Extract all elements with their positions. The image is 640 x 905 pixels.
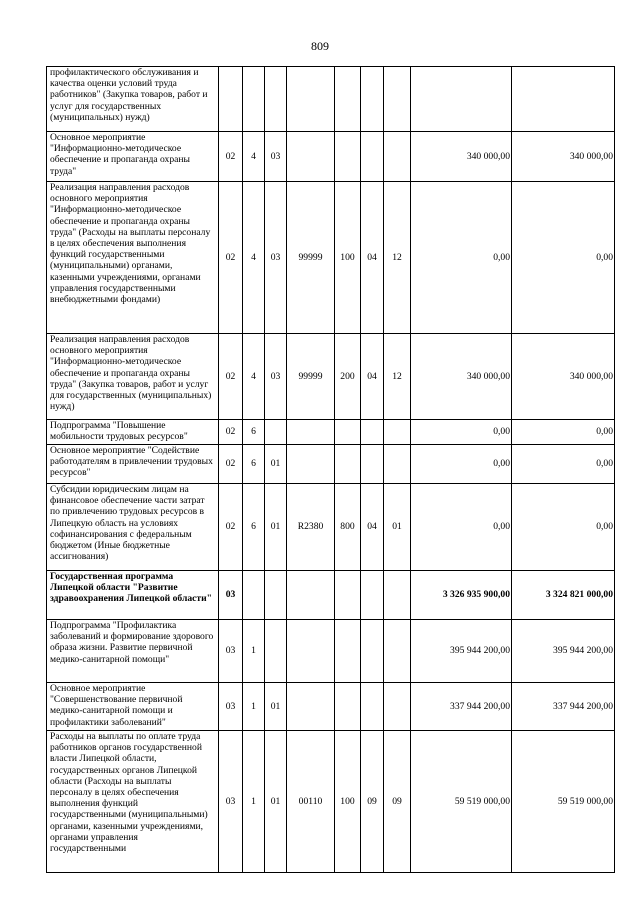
row-name-cell: Субсидии юридическим лицам на финансовое обеспечение части затрат по привлечению трудовых ресурсов в Липецкую область на условиях софинансирования с федеральным бюджетом (Иные бюджетные ассигнования): [47, 484, 219, 571]
expense-type-cell: 800: [335, 484, 361, 571]
table-row: [47, 731, 615, 873]
direction-code-cell: [287, 571, 335, 620]
subprogram-code-cell: 1: [243, 683, 265, 731]
direction-code-cell: [287, 67, 335, 132]
subsection-cell: [384, 620, 411, 683]
direction-code-cell: [287, 620, 335, 683]
subprogram-code-cell: 4: [243, 132, 265, 182]
activity-code-cell: 01: [265, 683, 287, 731]
program-code-cell: 03: [219, 731, 243, 873]
section-cell: [361, 683, 384, 731]
amount-year1-cell: 0,00: [411, 420, 512, 445]
table-row: [47, 571, 615, 620]
table-row: [47, 683, 615, 731]
activity-code-cell: [265, 67, 287, 132]
section-cell: [361, 67, 384, 132]
subprogram-code-cell: 4: [243, 334, 265, 420]
program-code-cell: 03: [219, 620, 243, 683]
program-code-cell: 03: [219, 571, 243, 620]
amount-year2-cell: 3 324 821 000,00: [512, 571, 615, 620]
amount-year2-cell: 340 000,00: [512, 334, 615, 420]
activity-code-cell: [265, 420, 287, 445]
row-name-cell: Расходы на выплаты по оплате труда работников органов государственной власти Липецкой области, государственных органов Липецкой области (Расходы на выплаты персоналу в целях обеспечения выполнения функций государственными (муниципальными) органами, казенными учреждениями, органами управления государственными: [47, 731, 219, 873]
row-name-cell: Основное мероприятие "Совершенствование первичной медико-санитарной помощи и профилактики заболеваний": [47, 683, 219, 731]
activity-code-cell: 03: [265, 132, 287, 182]
amount-year2-cell: 337 944 200,00: [512, 683, 615, 731]
expense-type-cell: [335, 571, 361, 620]
section-cell: [361, 571, 384, 620]
direction-code-cell: 00110: [287, 731, 335, 873]
row-name-cell: Государственная программа Липецкой области "Развитие здравоохранения Липецкой области": [47, 571, 219, 620]
section-cell: 09: [361, 731, 384, 873]
table-row: [47, 132, 615, 182]
amount-year2-cell: 59 519 000,00: [512, 731, 615, 873]
amount-year1-cell: 0,00: [411, 484, 512, 571]
activity-code-cell: 01: [265, 484, 287, 571]
page-number: 809: [311, 39, 329, 53]
program-code-cell: 02: [219, 445, 243, 484]
budget-table: [46, 66, 615, 873]
amount-year2-cell: 0,00: [512, 182, 615, 334]
amount-year1-cell: 3 326 935 900,00: [411, 571, 512, 620]
subprogram-code-cell: 4: [243, 182, 265, 334]
program-code-cell: 02: [219, 484, 243, 571]
amount-year2-cell: 0,00: [512, 445, 615, 484]
table-row: [47, 484, 615, 571]
amount-year1-cell: 340 000,00: [411, 334, 512, 420]
direction-code-cell: [287, 445, 335, 484]
subsection-cell: 12: [384, 334, 411, 420]
amount-year1-cell: 337 944 200,00: [411, 683, 512, 731]
amount-year2-cell: 0,00: [512, 420, 615, 445]
amount-year1-cell: 395 944 200,00: [411, 620, 512, 683]
program-code-cell: 02: [219, 334, 243, 420]
program-code-cell: 02: [219, 420, 243, 445]
activity-code-cell: [265, 620, 287, 683]
direction-code-cell: [287, 420, 335, 445]
row-name-cell: Подпрограмма "Повышение мобильности трудовых ресурсов": [47, 420, 219, 445]
program-code-cell: [219, 67, 243, 132]
expense-type-cell: [335, 683, 361, 731]
expense-type-cell: 200: [335, 334, 361, 420]
direction-code-cell: 99999: [287, 334, 335, 420]
row-name-cell: профилактического обслуживания и качества оценки условий труда работников" (Закупка товаров, работ и услуг для государственных (муниципальных) нужд): [47, 67, 219, 132]
subsection-cell: [384, 420, 411, 445]
subprogram-code-cell: 1: [243, 620, 265, 683]
table-row: [47, 67, 615, 132]
section-cell: [361, 620, 384, 683]
activity-code-cell: 01: [265, 445, 287, 484]
direction-code-cell: R2380: [287, 484, 335, 571]
direction-code-cell: [287, 132, 335, 182]
direction-code-cell: [287, 683, 335, 731]
expense-type-cell: 100: [335, 731, 361, 873]
subprogram-code-cell: 1: [243, 731, 265, 873]
subsection-cell: [384, 445, 411, 484]
subprogram-code-cell: [243, 571, 265, 620]
amount-year2-cell: 340 000,00: [512, 132, 615, 182]
section-cell: [361, 445, 384, 484]
row-name-cell: Реализация направления расходов основного мероприятия "Информационно-методическое обеспечение и пропаганда охраны труда" (Расходы на выплаты персоналу в целях обеспечения выполнения функций государственными (муниципальными) органами, казенными учреждениями, органами управления государственными внебюджетными фондами): [47, 182, 219, 334]
amount-year1-cell: [411, 67, 512, 132]
subsection-cell: [384, 683, 411, 731]
program-code-cell: 02: [219, 132, 243, 182]
amount-year1-cell: 59 519 000,00: [411, 731, 512, 873]
section-cell: [361, 132, 384, 182]
subprogram-code-cell: [243, 67, 265, 132]
program-code-cell: 03: [219, 683, 243, 731]
amount-year2-cell: 395 944 200,00: [512, 620, 615, 683]
expense-type-cell: [335, 620, 361, 683]
section-cell: 04: [361, 484, 384, 571]
subprogram-code-cell: 6: [243, 445, 265, 484]
table-row: [47, 182, 615, 334]
table-row: [47, 334, 615, 420]
row-name-cell: Подпрограмма "Профилактика заболеваний и формирование здорового образа жизни. Развитие первичной медико-санитарной помощи": [47, 620, 219, 683]
row-name-cell: Реализация направления расходов основного мероприятия "Информационно-методическое обеспечение и пропаганда охраны труда" (Закупка товаров, работ и услуг для государственных (муниципальных) нужд): [47, 334, 219, 420]
section-cell: 04: [361, 182, 384, 334]
subsection-cell: [384, 67, 411, 132]
amount-year1-cell: 0,00: [411, 445, 512, 484]
expense-type-cell: 100: [335, 182, 361, 334]
activity-code-cell: 03: [265, 182, 287, 334]
amount-year1-cell: 0,00: [411, 182, 512, 334]
subsection-cell: 09: [384, 731, 411, 873]
subsection-cell: 12: [384, 182, 411, 334]
subprogram-code-cell: 6: [243, 420, 265, 445]
direction-code-cell: 99999: [287, 182, 335, 334]
row-name-cell: Основное мероприятие "Информационно-методическое обеспечение и пропаганда охраны труда": [47, 132, 219, 182]
activity-code-cell: 03: [265, 334, 287, 420]
table-row: [47, 445, 615, 484]
subsection-cell: [384, 132, 411, 182]
subsection-cell: 01: [384, 484, 411, 571]
program-code-cell: 02: [219, 182, 243, 334]
section-cell: 04: [361, 334, 384, 420]
amount-year2-cell: 0,00: [512, 484, 615, 571]
activity-code-cell: [265, 571, 287, 620]
expense-type-cell: [335, 132, 361, 182]
activity-code-cell: 01: [265, 731, 287, 873]
expense-type-cell: [335, 420, 361, 445]
subsection-cell: [384, 571, 411, 620]
expense-type-cell: [335, 67, 361, 132]
subprogram-code-cell: 6: [243, 484, 265, 571]
amount-year1-cell: 340 000,00: [411, 132, 512, 182]
expense-type-cell: [335, 445, 361, 484]
table-row: [47, 420, 615, 445]
section-cell: [361, 420, 384, 445]
table-row: [47, 620, 615, 683]
row-name-cell: Основное мероприятие "Содействие работодателям в привлечении трудовых ресурсов": [47, 445, 219, 484]
amount-year2-cell: [512, 67, 615, 132]
